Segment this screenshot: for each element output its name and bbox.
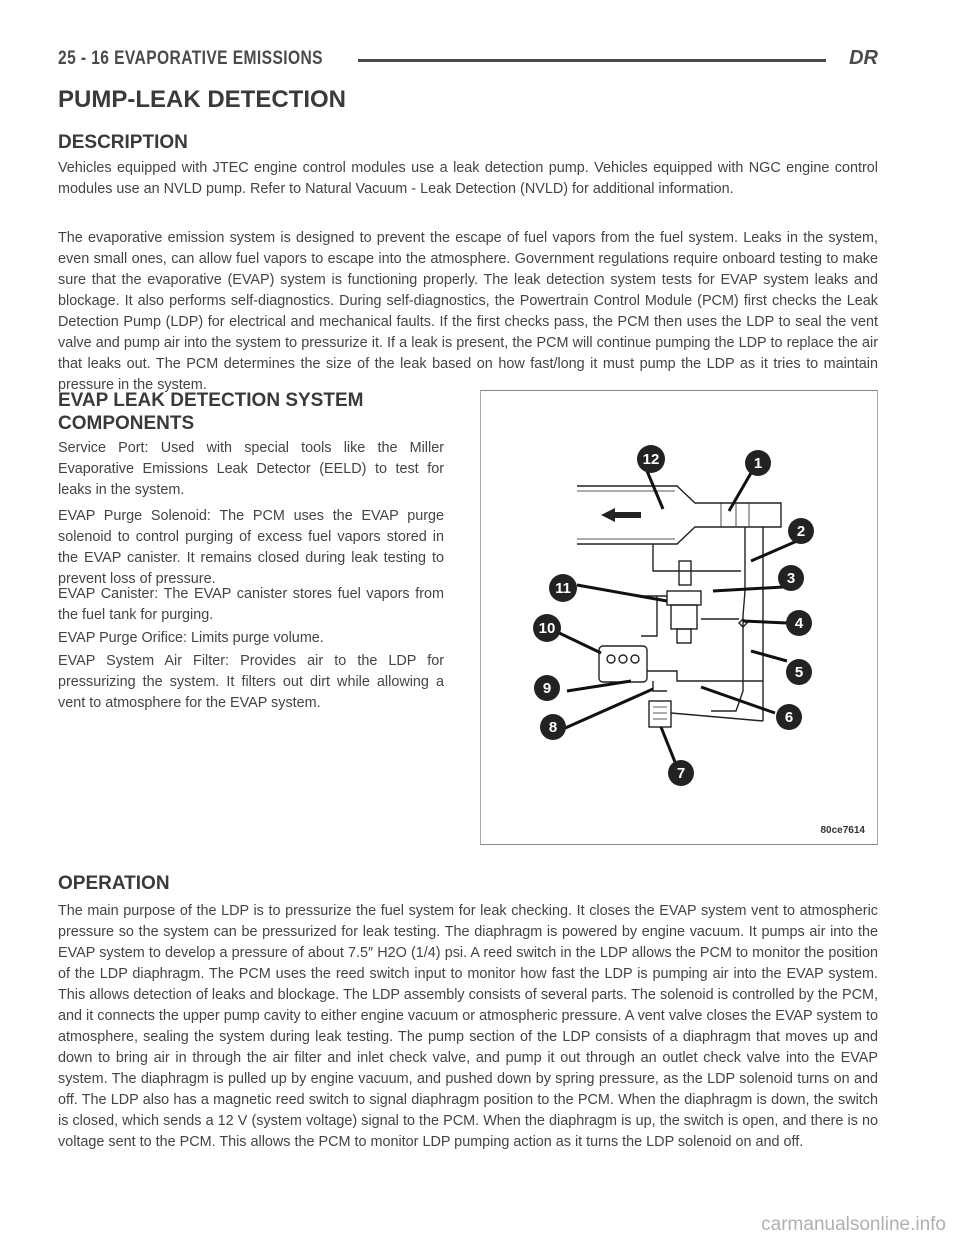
- callout-3: 3: [786, 570, 796, 587]
- callout-7: 7: [676, 765, 686, 782]
- description-paragraph-2: The evaporative emission system is designed to prevent the escape of fuel vapors from the fuel system. Leaks in the system, even small ones, can allow fuel vapors to escape into the atmosphere. Government regulations require onboard testing to make sure that the evaporative (EVAP) system is functioning properly. The leak detection system tests for EVAP system leaks and blockage. It also performs self-diagnostics. During self-diagnostics, the Powertrain Control Module (PCM) first checks the Leak Detection Pump (LDP) for electrical and mechanical faults. If the first checks pass, the PCM then uses the LDP to seal the vent valve and pump air into the system to pressurize it. If a leak is present, the PCM will continue pumping the LDP to replace the air that leaks out. The PCM determines the size of the leak based on how fast/long it must pump the LDP as it tries to maintain pressure in the system.: [58, 230, 878, 393]
- callout-12: 12: [642, 451, 660, 468]
- callout-8: 8: [548, 719, 558, 736]
- diagram-drawing: [481, 391, 877, 844]
- figure-code: 80ce7614: [820, 825, 865, 836]
- component-air-filter: EVAP System Air Filter: Provides air to the LDP for pressurizing the system. It filters out dirt while allowing a vent to atmosphere for the EVAP system.: [58, 653, 444, 711]
- page-header: [58, 44, 878, 74]
- component-purge-orifice: EVAP Purge Orifice: Limits purge volume.: [58, 630, 324, 646]
- callout-10: 10: [538, 620, 556, 637]
- callout-9: 9: [542, 680, 552, 697]
- watermark: carmanualsonline.info: [761, 1214, 946, 1235]
- header-rule: [358, 59, 826, 62]
- ldp-system-diagram: [480, 390, 878, 845]
- component-purge-solenoid: EVAP Purge Solenoid: The PCM uses the EVAP purge solenoid to control purging of excess fuel vapors stored in the EVAP canister. It remains closed during leak testing to prevent loss of pressure.: [58, 508, 444, 587]
- operation-heading: OPERATION: [58, 873, 170, 894]
- callout-4: 4: [794, 615, 804, 632]
- description-heading: DESCRIPTION: [58, 132, 188, 153]
- model-code: DR: [849, 47, 878, 69]
- callout-1: 1: [753, 455, 763, 472]
- components-heading-line1: EVAP LEAK DETECTION SYSTEM: [58, 390, 364, 411]
- component-canister: EVAP Canister: The EVAP canister stores fuel vapors from the fuel tank for purging.: [58, 586, 444, 623]
- components-heading-line2: COMPONENTS: [58, 413, 195, 434]
- callout-11: 11: [555, 580, 571, 597]
- callout-5: 5: [794, 664, 804, 681]
- callout-2: 2: [796, 523, 806, 540]
- component-service-port: Service Port: Used with special tools like the Miller Evaporative Emissions Leak Detector (EELD) to test for leaks in the system.: [58, 440, 444, 498]
- page-title: PUMP-LEAK DETECTION: [58, 86, 346, 113]
- callout-6: 6: [784, 709, 794, 726]
- description-paragraph-1: Vehicles equipped with JTEC engine control modules use a leak detection pump. Vehicles equipped with NGC engine control modules use an NVLD pump. Refer to Natural Vacuum - Leak Detection (NVLD) for additional information.: [58, 160, 878, 197]
- operation-paragraph: The main purpose of the LDP is to pressurize the fuel system for leak checking. It closes the EVAP system vent to atmospheric pressure so the system can be pressurized for leak testing. The diaphragm is powered by engine vacuum. It pumps air into the EVAP system to develop a pressure of about 7.5″ H2O (1/4) psi. A reed switch in the LDP allows the PCM to monitor the position of the LDP diaphragm. The PCM uses the reed switch input to monitor how fast the LDP is pumping air into the EVAP system. This allows detection of leaks and blockage. The LDP assembly consists of several parts. The solenoid is controlled by the PCM, and it connects the upper pump cavity to either engine vacuum or atmospheric pressure. A vent valve closes the EVAP system to atmosphere, sealing the system during leak testing. The pump section of the LDP consists of a diaphragm that moves up and down to bring air in through the air filter and inlet check valve, and pump it out through an outlet check valve into the EVAP system. The diaphragm is pulled up by engine vacuum, and pushed down by spring pressure, as the LDP solenoid turns on and off. The LDP also has a magnetic reed switch to signal diaphragm position to the PCM. When the diaphragm is down, the switch is closed, which sends a 12 V (system voltage) signal to the PCM. When the diaphragm is up, the switch is open, and there is no voltage sent to the PCM. This allows the PCM to monitor LDP pumping action as it turns the LDP solenoid on and off.: [58, 903, 878, 1150]
- section-title: 25 - 16 EVAPORATIVE EMISSIONS: [58, 48, 324, 69]
